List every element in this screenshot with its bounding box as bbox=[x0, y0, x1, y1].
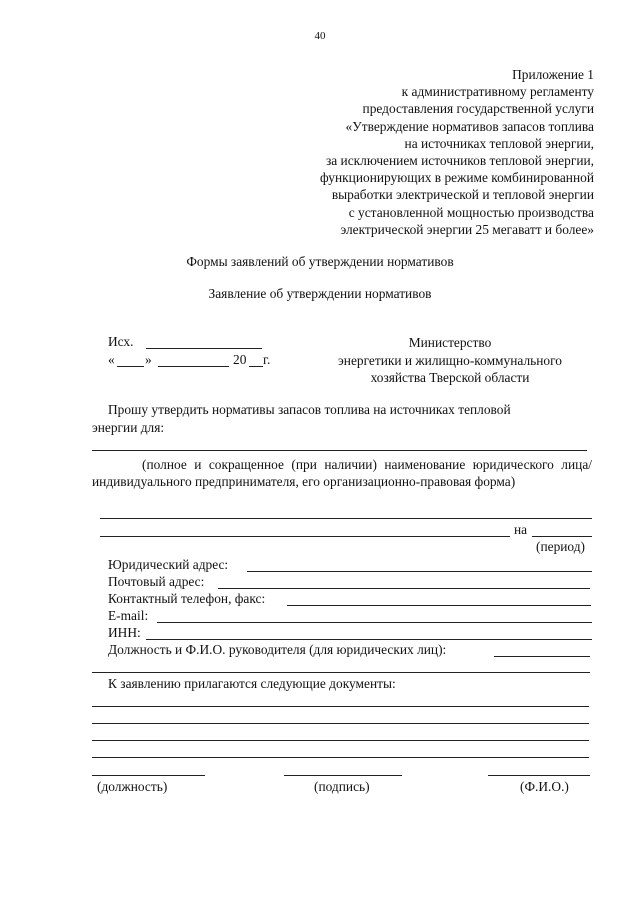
request-text-line1: Прошу утвердить нормативы запасов топлива на источниках тепловой bbox=[108, 402, 511, 417]
attachment-line[interactable] bbox=[92, 706, 589, 707]
appendix-line: «Утверждение нормативов запасов топлива bbox=[345, 118, 594, 134]
recipient-line: хозяйства Тверской области bbox=[370, 370, 530, 385]
application-title: Заявление об утверждении нормативов bbox=[208, 286, 432, 301]
phone-fax-label: Контактный телефон, факс: bbox=[108, 591, 266, 606]
date-day-line[interactable] bbox=[117, 366, 144, 367]
signature-sign-label: (подпись) bbox=[314, 779, 370, 794]
director-line-extra[interactable] bbox=[92, 672, 590, 673]
outgoing-number-line[interactable] bbox=[146, 348, 262, 349]
applicant-name-line[interactable] bbox=[92, 450, 587, 451]
appendix-line: с установленной мощностью производства bbox=[348, 204, 594, 220]
director-label: Должность и Ф.И.О. руководителя (для юридических лиц): bbox=[108, 642, 447, 657]
applicant-name-hint: (полное и сокращенное (при наличии) наименование юридического лица/индивидуального предпринимателя, его организационно-правовая форма) bbox=[92, 457, 592, 489]
signature-sign-line[interactable] bbox=[284, 775, 402, 776]
date-year-line[interactable] bbox=[249, 366, 263, 367]
date-year-suffix: г. bbox=[263, 352, 271, 367]
date-quote-open: « bbox=[108, 352, 115, 367]
inn-label: ИНН: bbox=[108, 625, 141, 640]
request-text-line2: энергии для: bbox=[92, 420, 165, 435]
signature-fio-line[interactable] bbox=[488, 775, 590, 776]
signature-position-line[interactable] bbox=[92, 775, 205, 776]
appendix-line: к административному регламенту bbox=[401, 84, 594, 100]
signature-fio-label: (Ф.И.О.) bbox=[520, 779, 569, 794]
appendix-line: функционирующих в режиме комбинированной bbox=[319, 170, 594, 186]
recipient-block bbox=[300, 334, 600, 387]
inn-line[interactable] bbox=[146, 639, 592, 640]
appendix-line: на источниках тепловой энергии, bbox=[404, 135, 594, 151]
date-year-prefix: 20 bbox=[233, 352, 247, 367]
postal-address-label: Почтовый адрес: bbox=[108, 574, 205, 589]
attachments-label: К заявлению прилагаются следующие документы: bbox=[108, 676, 396, 691]
appendix-line: предоставления государственной услуги bbox=[362, 101, 594, 117]
date-month-line[interactable] bbox=[158, 366, 229, 367]
period-na: на bbox=[514, 522, 528, 537]
attachment-line[interactable] bbox=[92, 740, 589, 741]
date-quote-close: » bbox=[145, 352, 152, 367]
applicant-extra-line[interactable] bbox=[100, 518, 592, 519]
attachment-line[interactable] bbox=[92, 757, 589, 758]
appendix-header bbox=[194, 66, 594, 238]
legal-address-label: Юридический адрес: bbox=[108, 557, 229, 572]
page-number: 40 bbox=[314, 30, 326, 42]
appendix-line: за исключением источников тепловой энергии, bbox=[325, 153, 594, 169]
phone-fax-line[interactable] bbox=[287, 605, 591, 606]
applicant-extra-line[interactable] bbox=[100, 536, 510, 537]
email-label: E-mail: bbox=[108, 608, 149, 623]
appendix-line: Приложение 1 bbox=[512, 67, 594, 82]
period-line[interactable] bbox=[532, 536, 592, 537]
attachment-line[interactable] bbox=[92, 723, 589, 724]
forms-title: Формы заявлений об утверждении нормативов bbox=[186, 254, 454, 269]
recipient-line: Министерство bbox=[408, 335, 492, 350]
appendix-line: выработки электрической и тепловой энергии bbox=[331, 187, 594, 203]
postal-address-line[interactable] bbox=[218, 588, 590, 589]
signature-position-label: (должность) bbox=[97, 779, 168, 794]
recipient-line: энергетики и жилищно-коммунального bbox=[338, 352, 562, 368]
period-label: (период) bbox=[536, 539, 586, 554]
email-line[interactable] bbox=[157, 622, 592, 623]
outgoing-label: Исх. bbox=[108, 334, 134, 349]
director-line[interactable] bbox=[494, 656, 590, 657]
legal-address-line[interactable] bbox=[247, 571, 592, 572]
appendix-line: электрической энергии 25 мегаватт и более» bbox=[340, 221, 594, 237]
